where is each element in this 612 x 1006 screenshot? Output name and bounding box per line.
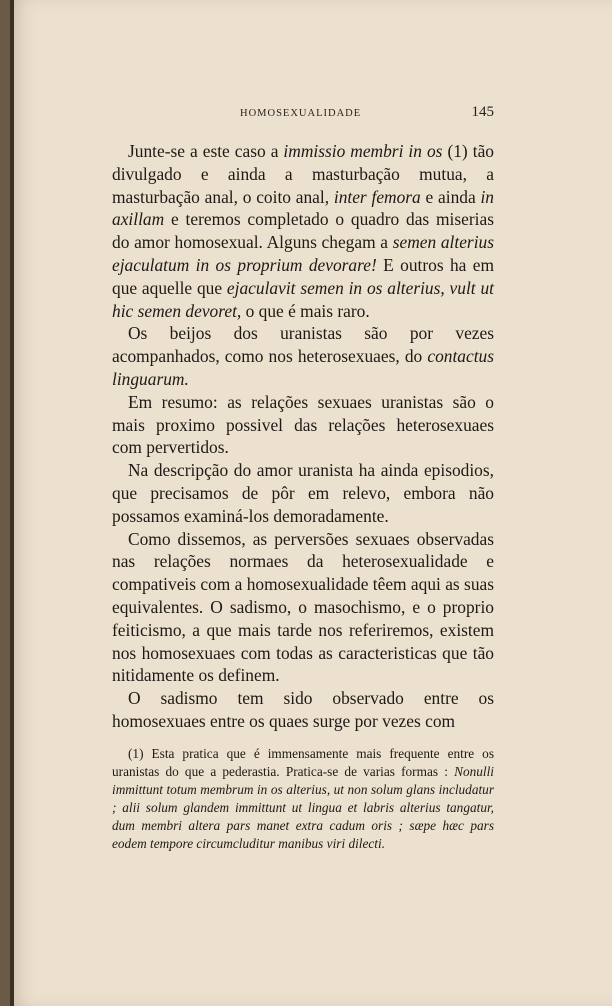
footnote-latin: Nonulli immittunt totum membrum in os alterius, ut non solum glans includatur ; alii solum glandem immittunt ut lingua et labris alterius tangatur, dum membri altera pars manet extra cadum oris ; sæpe hæc pars eodem tempore circumcluditur manibus viri dilecti. [112, 764, 494, 851]
latin-phrase: contactus linguarum. [112, 346, 494, 389]
latin-phrase: semen alterius ejaculatum in os proprium devorare! [112, 232, 494, 275]
page-number: 145 [471, 104, 494, 120]
latin-phrase: inter femora [333, 186, 421, 207]
footnote-text: (1) Esta pratica que é immensamente mais frequente entre os uranistas do que a pederastia. Pratica-se de varias formas : [112, 746, 494, 779]
paragraph-3: Em resumo: as relações sexuaes uranistas são o mais proximo possivel das relações heterosexuaes com pervertidos. [112, 391, 494, 458]
text-run: Os beijos dos uranistas são por vezes acompanhados, como nos heterosexuaes, do [112, 323, 494, 367]
paragraph-5: Como dissemos, as perversões sexuaes observadas nas relações normaes da heterosexualidade e compativeis com a homosexualidade têem aqui as suas equivalentes. O sadismo, o masochismo, e o proprio feiticismo, a que mais tarde nos referiremos, existem nos homosexuaes com todas as caracteristicas que tão nitidamente os definem. [112, 528, 494, 686]
footnote-area [112, 745, 494, 853]
text-run: e teremos completado o quadro das miserias do amor homosexual. Alguns chegam a [112, 209, 494, 253]
footnote-1 [112, 745, 494, 853]
text-run: (1) tão divulgado e ainda a masturbação mutua, a masturbação anal, o coito anal, [112, 141, 494, 207]
main-text [112, 140, 494, 733]
text-run: e ainda [420, 186, 481, 207]
text-run: Junte-se a este caso a [128, 141, 284, 161]
latin-phrase: in axillam [112, 186, 494, 230]
paragraph-2 [112, 322, 494, 390]
running-title: HOMOSEXUALIDADE [240, 108, 362, 119]
text-run: E outros ha em que aquelle que [112, 254, 495, 298]
text-run: o que é mais raro. [241, 300, 370, 321]
page-header [112, 104, 494, 124]
paragraph-6: O sadismo tem sido observado entre os homosexuaes entre os quaes surge por vezes com [112, 688, 494, 731]
latin-phrase: ejaculavit semen in os alterius, vult ut hic semen devoret, [112, 277, 494, 321]
book-page [10, 0, 612, 1006]
paragraph-4: Na descripção do amor uranista ha ainda episodios, que precisamos de pôr em relevo, embora não possamos examiná-los demoradamente. [112, 460, 494, 526]
paragraph-1 [112, 140, 494, 322]
latin-phrase: immissio membri in os [283, 141, 443, 161]
